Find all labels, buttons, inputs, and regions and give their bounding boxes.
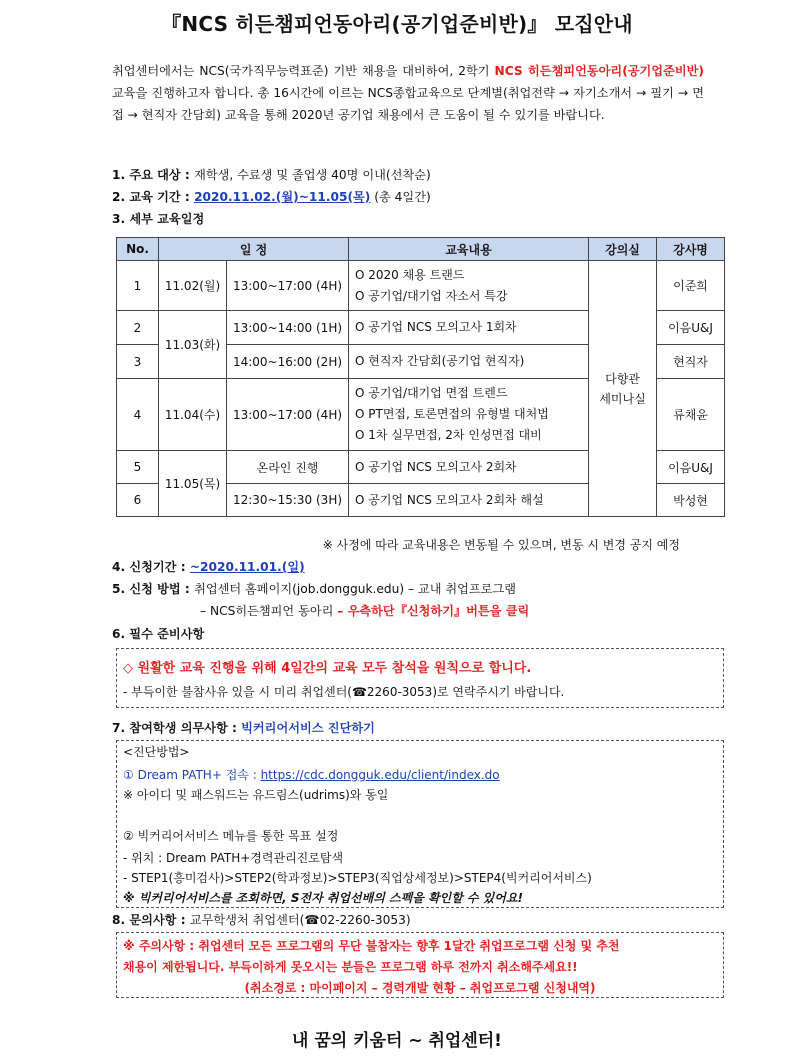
period-label: 2. 교육 기간 : xyxy=(112,190,195,204)
contact-value: 교무학생처 취업센터(☎02-2260-3053) xyxy=(189,913,411,927)
row-content xyxy=(349,311,589,345)
row-no: 3 xyxy=(117,345,159,379)
item-period xyxy=(112,188,431,205)
apply-method-value-2: – NCS히든챔피언 동아리 xyxy=(200,604,338,618)
room-cell xyxy=(589,261,657,517)
row-time: 12:30~15:30 (3H) xyxy=(227,484,349,517)
item-apply-period xyxy=(112,558,305,575)
item-contact xyxy=(112,911,411,928)
header-instructor: 강사명 xyxy=(657,238,725,261)
content-line: O 2020 채용 트랜드 xyxy=(355,267,465,282)
row-content xyxy=(349,261,589,311)
item-duty xyxy=(112,719,375,736)
row-day: 11.05(목) xyxy=(159,451,227,517)
row-instructor: 류채윤 xyxy=(657,379,725,451)
duty-box xyxy=(116,740,724,908)
header-date: 일 정 xyxy=(159,238,349,261)
content-line: O PT면접, 토론면접의 유형별 대처법 xyxy=(355,407,549,421)
content-line: O 공기업/대기업 면접 트렌드 xyxy=(355,386,508,400)
header-room: 강의실 xyxy=(589,238,657,261)
header-content: 교육내용 xyxy=(349,238,589,261)
duty-step1-note: ※ 아이디 및 패스워드는 유드림스(udrims)와 동일 xyxy=(123,788,389,802)
page-title: 『NCS 히든챔피언동아리(공기업준비반)』 모집안내 xyxy=(161,12,633,36)
row-time: 온라인 진행 xyxy=(227,451,349,484)
table-row xyxy=(117,261,725,311)
dream-path-link[interactable]: https://cdc.dongguk.edu/client/index.do xyxy=(260,768,500,782)
prep-line-2: - 부득이한 불참사유 있을 시 미리 취업센터(☎2260-3053)로 연락주시기 바랍니다. xyxy=(123,685,565,699)
row-time: 13:00~14:00 (1H) xyxy=(227,311,349,345)
duty-value: 빅커리어서비스 진단하기 xyxy=(241,721,375,735)
duty-location: - 위치 : Dream PATH+경력관리진로탐색 xyxy=(123,851,344,865)
item-schedule xyxy=(112,210,204,227)
row-day: 11.03(화) xyxy=(159,311,227,379)
apply-period-label: 4. 신청기간 : xyxy=(112,560,190,574)
prep-line-1: ◇ 원활한 교육 진행을 위해 4일간의 교육 모두 참석을 원칙으로 합니다. xyxy=(123,661,532,676)
content-line: O 공기업 NCS 모의고사 1회차 xyxy=(355,320,517,334)
apply-method-label: 5. 신청 방법 : xyxy=(112,582,195,596)
prep-box xyxy=(116,648,724,708)
row-instructor: 이준희 xyxy=(657,261,725,311)
period-value: 2020.11.02.(월)~11.05(목) xyxy=(194,190,371,204)
target-label: 1. 주요 대상 : xyxy=(112,168,195,182)
table-header-row xyxy=(117,238,725,261)
warning-line-2: 채용이 제한됩니다. 부득이하게 못오시는 분들은 프로그램 하루 전까지 취소해주세요!! xyxy=(123,960,578,974)
row-day: 11.02(월) xyxy=(159,261,227,311)
target-value: 재학생, 수료생 및 졸업생 40명 이내(선착순) xyxy=(194,168,431,182)
duty-note: ※ 빅커리어서비스를 조회하면, S전자 취업선배의 스펙을 확인할 수 있어요! xyxy=(123,891,523,905)
row-instructor: 이음U&J xyxy=(657,311,725,345)
warning-line-1: ※ 주의사항 : 취업센터 모든 프로그램의 무단 불참자는 향후 1달간 취업프로그램 신청 및 추천 xyxy=(123,939,620,953)
footer-slogan: 내 꿈의 키움터 ~ 취업센터! xyxy=(292,1031,502,1051)
row-no: 1 xyxy=(117,261,159,311)
content-line: O 공기업 NCS 모의고사 2회차 해설 xyxy=(355,492,544,507)
content-line: O 공기업 NCS 모의고사 2회차 xyxy=(355,459,517,474)
prep-label: 6. 필수 준비사항 xyxy=(112,627,205,641)
apply-method-value-1: 취업센터 홈페이지(job.dongguk.edu) – 교내 취업프로그램 xyxy=(194,582,516,596)
row-no: 2 xyxy=(117,311,159,345)
room-line: 다향관 xyxy=(605,371,640,386)
period-suffix: (총 4일간) xyxy=(370,190,431,204)
item-target xyxy=(112,166,431,183)
row-instructor: 이음U&J xyxy=(657,451,725,484)
warning-line-3: (취소경로 : 마이페이지 – 경력개발 현황 – 취업프로그램 신청내역) xyxy=(244,981,596,995)
row-time: 13:00~17:00 (4H) xyxy=(227,261,349,311)
row-instructor: 현직자 xyxy=(657,345,725,379)
duty-step1 xyxy=(123,766,500,783)
duty-method-header: <진단방법> xyxy=(123,745,190,759)
apply-period-value: ~2020.11.01.(일) xyxy=(189,560,305,574)
apply-method-value-2-red: – 우측하단『신청하기』버튼을 클릭 xyxy=(337,604,530,618)
schedule-table xyxy=(116,237,725,517)
row-no: 4 xyxy=(117,379,159,451)
contact-label: 8. 문의사항 : xyxy=(112,913,190,927)
row-content xyxy=(349,484,589,517)
row-content xyxy=(349,379,589,451)
intro-paragraph xyxy=(112,60,704,126)
duty-step1-label: ① Dream PATH+ 접속 : xyxy=(123,768,261,782)
row-content xyxy=(349,345,589,379)
schedule-note: ※ 사정에 따라 교육내용은 변동될 수 있으며, 변동 시 변경 공지 예정 xyxy=(322,538,680,552)
item-apply-method xyxy=(112,580,516,597)
row-time: 14:00~16:00 (2H) xyxy=(227,345,349,379)
content-line: O 1차 실무면접, 2차 인성면접 대비 xyxy=(355,428,542,442)
content-line: O 공기업/대기업 자소서 특강 xyxy=(355,288,508,303)
header-no: No. xyxy=(117,238,159,261)
row-no: 6 xyxy=(117,484,159,517)
duty-label: 7. 참여학생 의무사항 : xyxy=(112,721,242,735)
duty-steps: - STEP1(흥미검사)>STEP2(학과정보)>STEP3(직업상세정보)>STEP4(빅커리어서비스) xyxy=(123,871,592,885)
warning-box xyxy=(116,932,724,998)
room-line: 세미나실 xyxy=(599,391,646,406)
intro-text-2: 교육을 진행하고자 합니다. 총 16시간에 이르는 NCS종합교육으로 단계별(취업전략 → 자기소개서 → 필기 → 면접 → 현직자 간담회) 교육을 통해 2020년 공기업 채용에서 큰 도움이 될 수 있기를 바랍니다. xyxy=(112,86,704,122)
schedule-label: 3. 세부 교육일정 xyxy=(112,212,205,226)
item-apply-method-cont xyxy=(200,602,529,619)
intro-text-1: 취업센터에서는 NCS(국가직무능력표준) 기반 채용을 대비하여, 2학기 xyxy=(112,64,495,78)
row-time: 13:00~17:00 (4H) xyxy=(227,379,349,451)
content-line: O 현직자 간담회(공기업 현직자) xyxy=(355,354,525,368)
row-content xyxy=(349,451,589,484)
row-no: 5 xyxy=(117,451,159,484)
row-instructor: 박성현 xyxy=(657,484,725,517)
item-prep xyxy=(112,625,204,642)
row-day: 11.04(수) xyxy=(159,379,227,451)
intro-highlight: NCS 히든챔피언동아리(공기업준비반) xyxy=(494,64,704,78)
duty-step2: ② 빅커리어서비스 메뉴를 통한 목표 설정 xyxy=(123,829,339,843)
